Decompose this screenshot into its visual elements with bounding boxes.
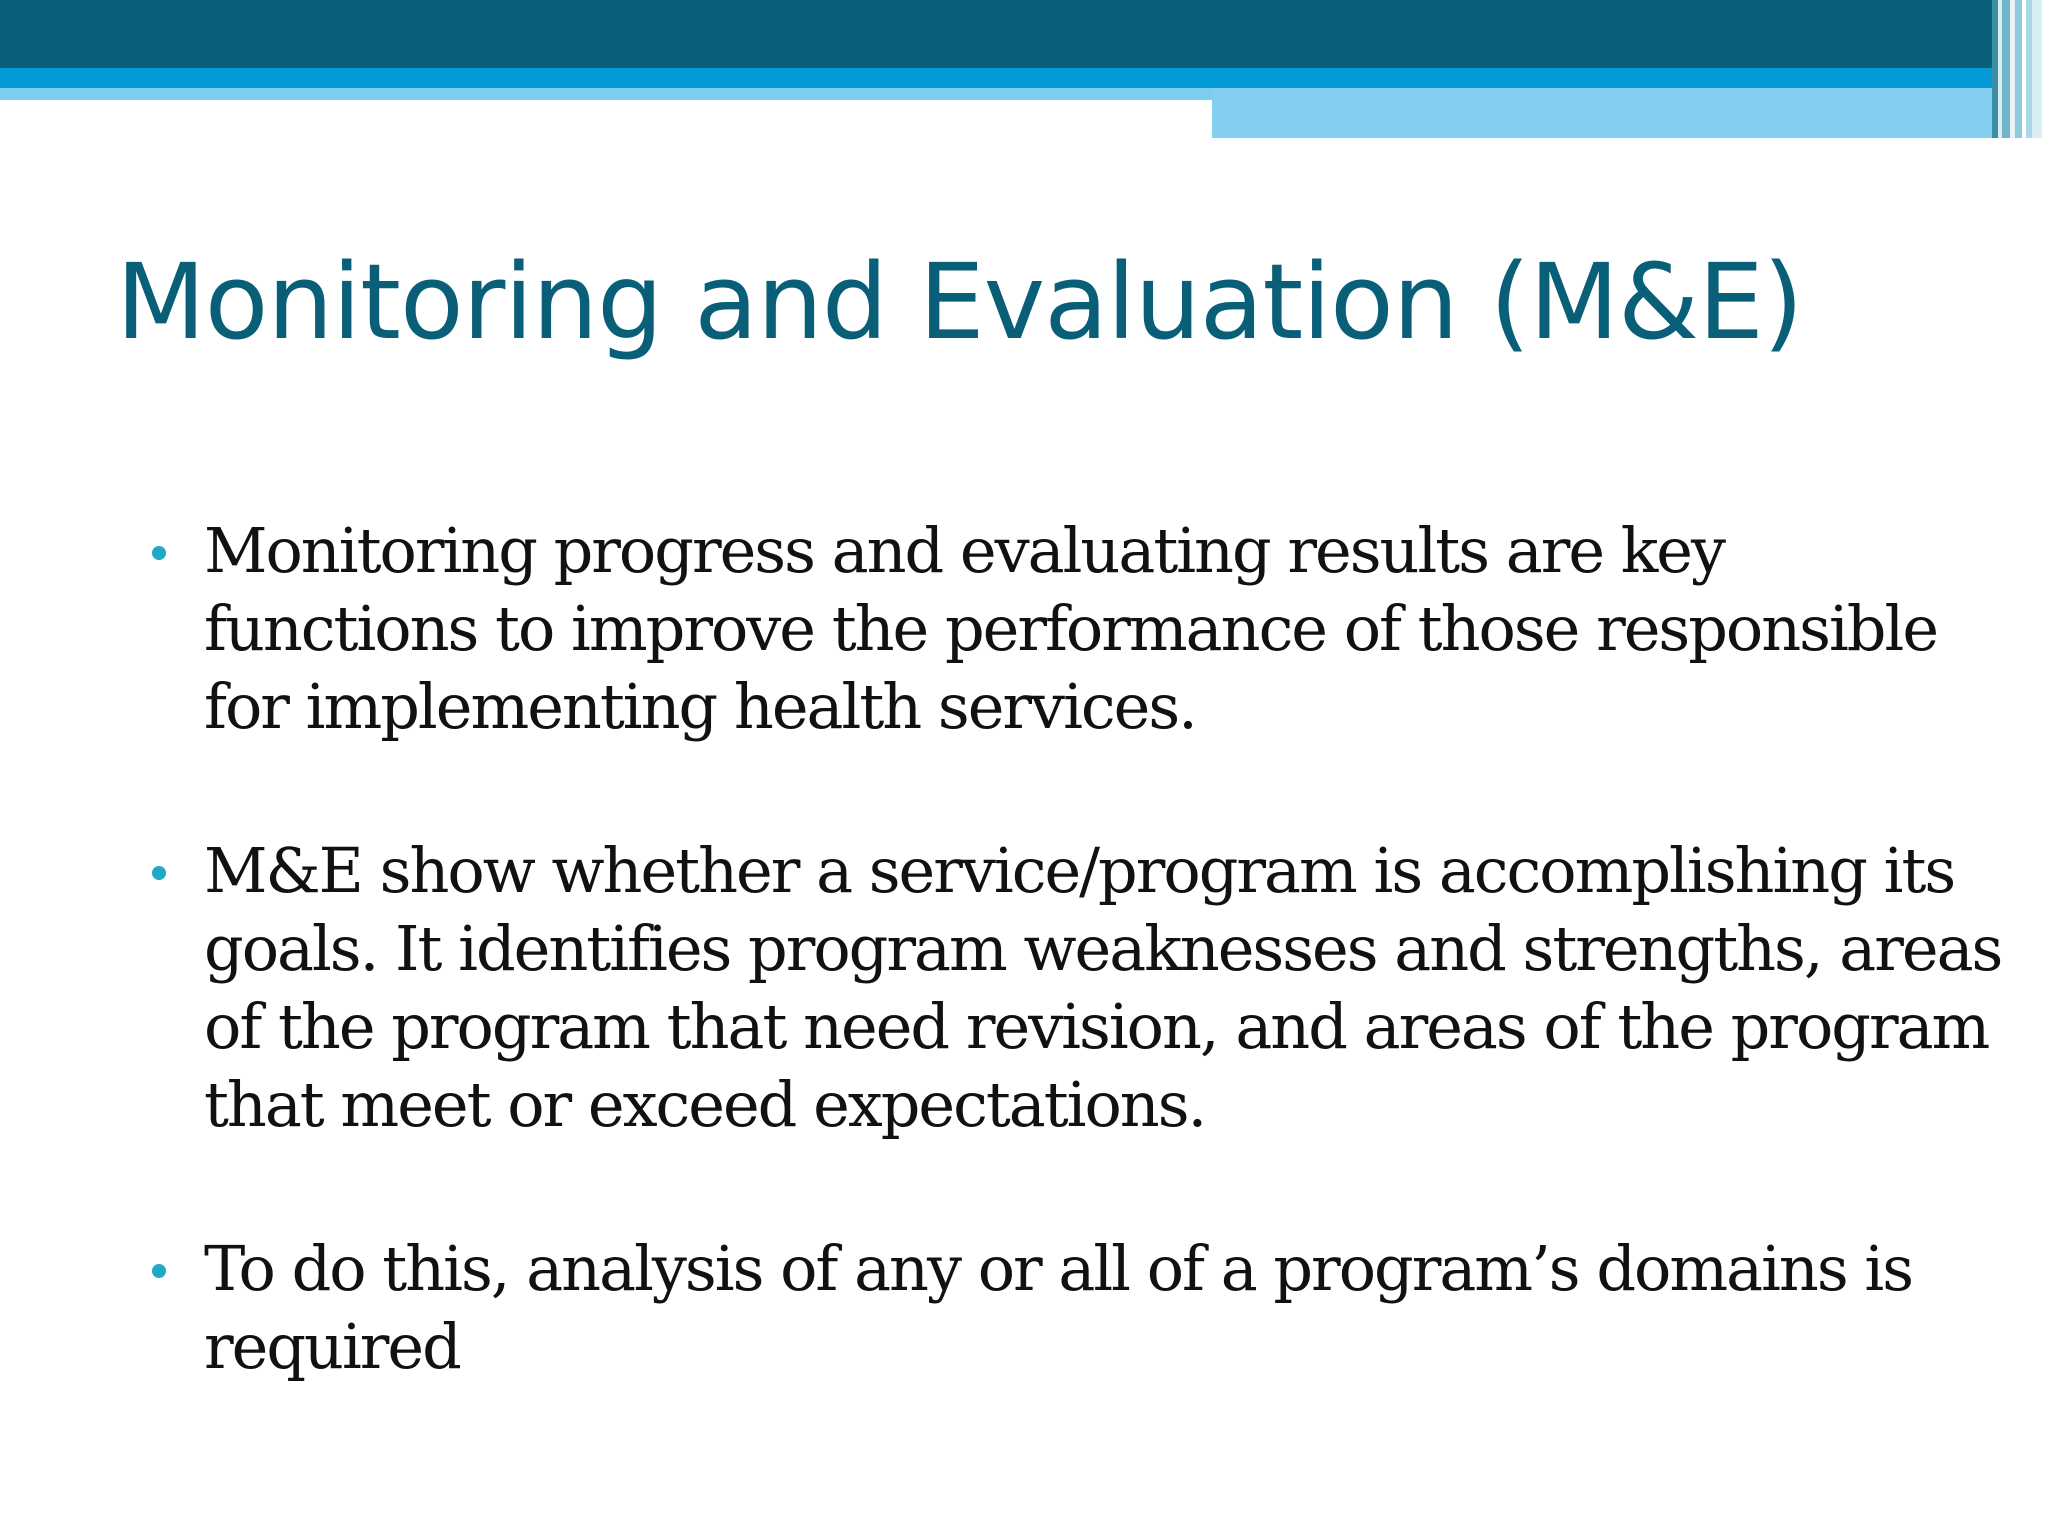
bullet-item	[0, 832, 2048, 1144]
bullet-dot-icon	[152, 1264, 166, 1278]
header-band-mid	[0, 68, 2048, 88]
bullet-item	[0, 512, 2048, 746]
bullet-item	[0, 1230, 2048, 1386]
header-band-dark	[0, 0, 2048, 68]
header-band-light-left	[0, 88, 1212, 100]
bullet-text: To do this, analysis of any or all of a program’s domains is required	[204, 1232, 1913, 1383]
bullet-text: Monitoring progress and evaluating results are key functions to improve the performance of those responsible for implementing health services.	[204, 514, 1938, 743]
bullet-text: M&E show whether a service/program is accomplishing its goals. It identifies program weaknesses and strengths, areas of the program that need revision, and areas of the program that meet or exceed expectations.	[204, 834, 2002, 1141]
bullet-list	[0, 512, 2048, 1472]
slide-title: Monitoring and Evaluation (M&E)	[116, 241, 1803, 363]
header-stripes-decoration	[1984, 0, 2048, 138]
header-band-light-right	[1212, 88, 2048, 138]
bullet-dot-icon	[152, 546, 166, 560]
bullet-dot-icon	[152, 866, 166, 880]
